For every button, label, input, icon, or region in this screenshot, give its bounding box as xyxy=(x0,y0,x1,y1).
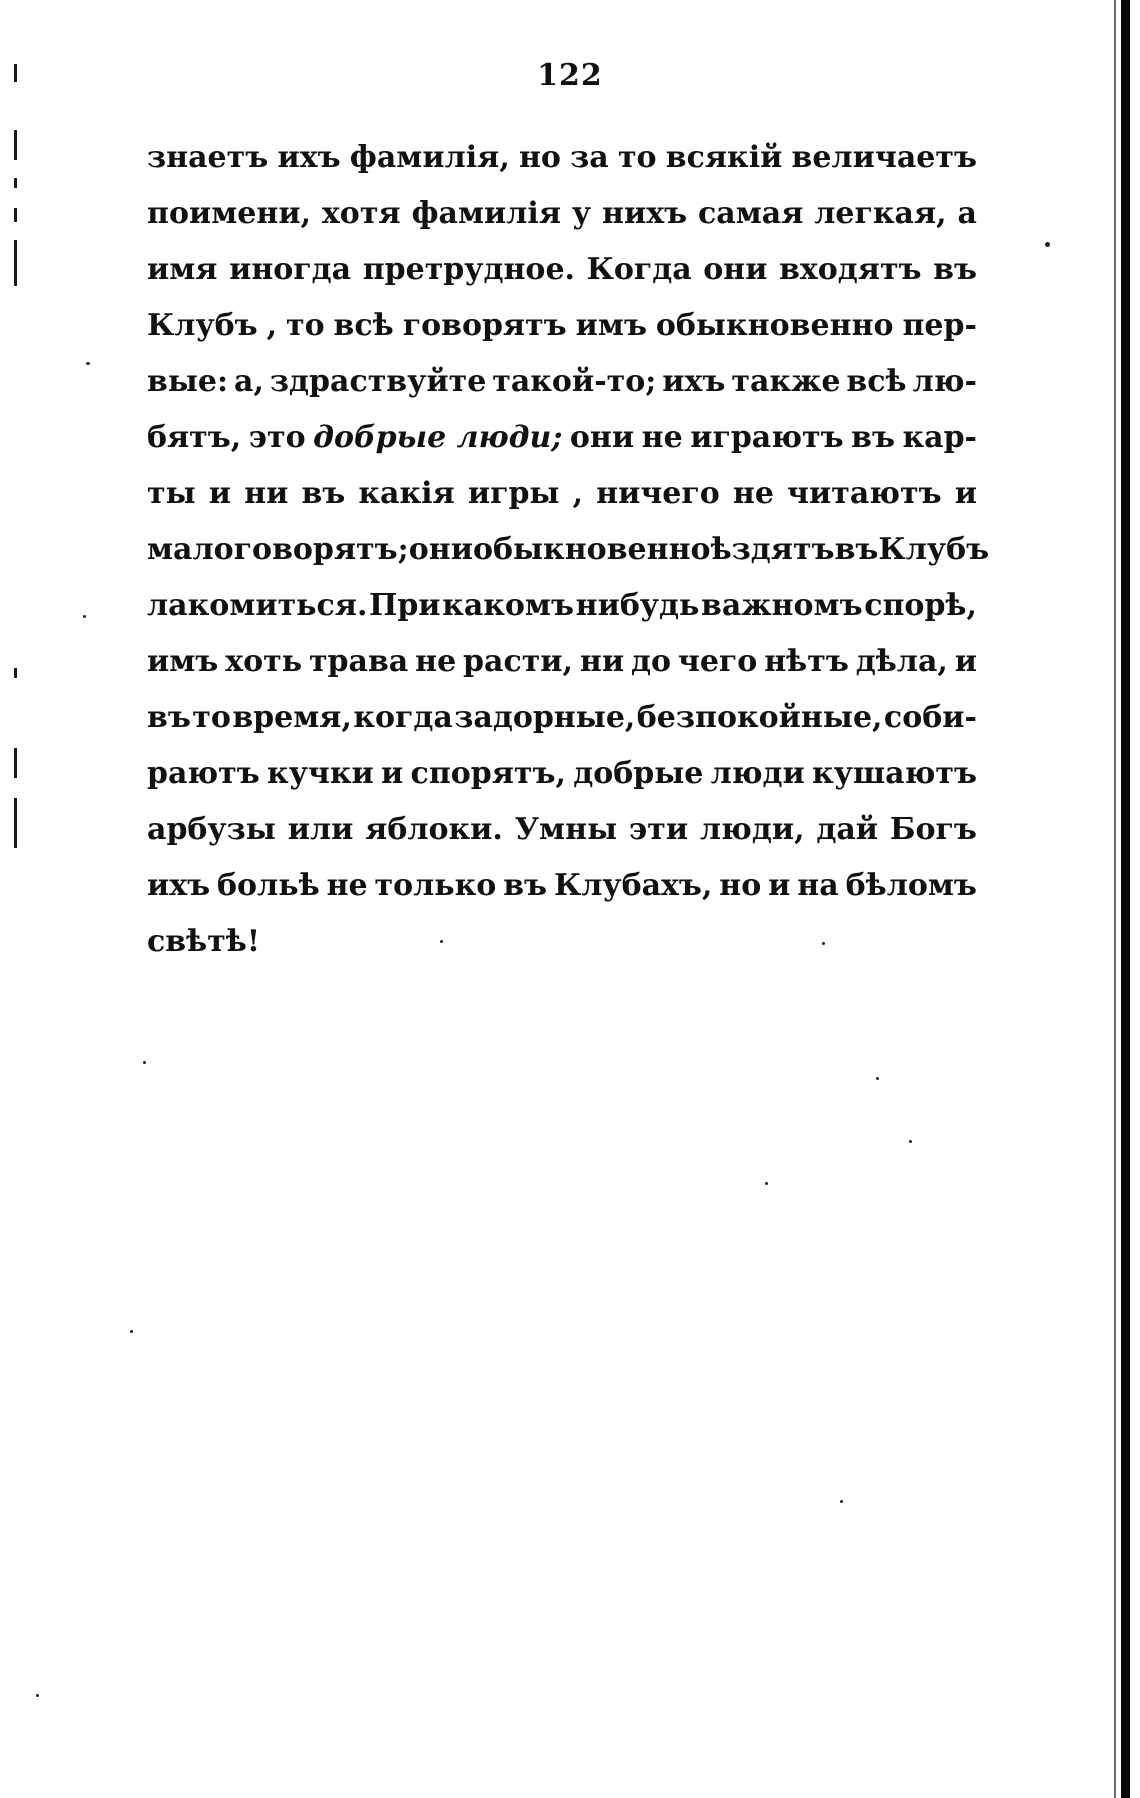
word: имъ xyxy=(147,644,219,679)
word: чего xyxy=(677,644,758,679)
word: а, xyxy=(234,364,264,399)
page-number: 122 xyxy=(537,58,603,93)
word: въ xyxy=(503,868,548,903)
text-line xyxy=(147,700,977,756)
word: Клубъ xyxy=(878,532,990,567)
word: спорѣ, xyxy=(864,588,977,623)
word: задорные, xyxy=(454,700,636,735)
scan-edge-bar xyxy=(1121,0,1130,1798)
word: иногда xyxy=(229,252,352,287)
word: поимени, xyxy=(147,196,312,231)
text-line xyxy=(147,812,977,868)
body-text xyxy=(147,140,990,980)
word: При xyxy=(369,588,441,623)
word: имъ xyxy=(575,308,647,343)
word: говорятъ; xyxy=(233,532,409,567)
word: до xyxy=(630,644,671,679)
word: въ xyxy=(851,420,895,455)
word: игры xyxy=(467,476,560,511)
word: какія xyxy=(358,476,455,511)
word: Клубахъ, xyxy=(553,868,713,903)
word: свѣтѣ! xyxy=(147,924,261,959)
word: только xyxy=(374,868,497,903)
word: арбузы xyxy=(147,812,276,847)
word: они xyxy=(408,532,473,567)
word: кушаютъ xyxy=(812,756,977,791)
word: нѣтъ xyxy=(764,644,849,679)
word: то xyxy=(286,308,325,343)
word: они xyxy=(703,252,768,287)
word: люди xyxy=(710,756,805,791)
text-line xyxy=(147,532,990,588)
word: имя xyxy=(147,252,218,287)
word: то xyxy=(192,700,231,735)
text-line xyxy=(147,924,977,980)
word: или xyxy=(287,812,354,847)
word: спорятъ, xyxy=(410,756,566,791)
word: обыкновенно xyxy=(472,532,711,567)
word: Клубъ xyxy=(147,308,258,343)
word: лакомиться. xyxy=(147,588,368,623)
text-line xyxy=(147,308,977,364)
word: и xyxy=(381,756,404,791)
word: и xyxy=(954,476,977,511)
word: фамилія xyxy=(411,196,561,231)
word: входятъ xyxy=(779,252,922,287)
text-line xyxy=(147,252,977,308)
word: дѣла, xyxy=(855,644,948,679)
word: Богъ xyxy=(889,812,977,847)
text-line xyxy=(147,196,977,252)
text-line xyxy=(147,644,977,700)
word: а xyxy=(957,196,977,231)
text-line xyxy=(147,476,977,532)
word: вые: xyxy=(147,364,229,399)
word: люди, xyxy=(699,812,805,847)
word: бѣломъ xyxy=(845,868,977,903)
word: важномъ xyxy=(700,588,863,623)
word: время, xyxy=(232,700,352,735)
word: самая xyxy=(698,196,804,231)
word: но xyxy=(719,868,762,903)
word: фамилія, xyxy=(349,140,510,175)
word: Когда xyxy=(586,252,692,287)
word: не xyxy=(732,476,774,511)
word: и xyxy=(954,644,977,679)
word: нибудь xyxy=(575,588,700,623)
text-line xyxy=(147,364,977,420)
word: также xyxy=(731,364,841,399)
word: , xyxy=(266,308,278,343)
word: хоть xyxy=(225,644,303,679)
word: какомъ xyxy=(442,588,575,623)
word: это xyxy=(248,420,306,455)
word: ты xyxy=(147,476,196,511)
word: всѣ xyxy=(846,364,907,399)
word: но xyxy=(518,140,561,175)
word: всякій xyxy=(665,140,783,175)
word: въ xyxy=(933,252,977,287)
word: трава xyxy=(308,644,409,679)
word: ѣздятъ xyxy=(710,532,835,567)
word: мало xyxy=(147,532,234,567)
word: дай xyxy=(816,812,879,847)
word: ихъ xyxy=(662,364,726,399)
word: читаютъ xyxy=(787,476,942,511)
text-line xyxy=(147,756,977,812)
word: кучки xyxy=(267,756,374,791)
word: такой-то; xyxy=(492,364,657,399)
word: и xyxy=(768,868,791,903)
word: соби- xyxy=(883,700,977,735)
word: за xyxy=(570,140,609,175)
word: когда xyxy=(353,700,453,735)
word: не xyxy=(641,420,683,455)
text-line xyxy=(147,588,977,644)
word: легкая, xyxy=(814,196,947,231)
word: лю- xyxy=(912,364,977,399)
word: ни xyxy=(579,644,625,679)
word: претрудное. xyxy=(362,252,575,287)
word: они xyxy=(569,420,635,455)
text-line xyxy=(147,420,977,476)
text-line xyxy=(147,868,977,924)
word: пер- xyxy=(902,308,977,343)
word: не xyxy=(326,868,368,903)
word: больѣ xyxy=(217,868,320,903)
word: здраствуйте xyxy=(269,364,487,399)
scan-edge-shadow xyxy=(1114,0,1116,1798)
word: и xyxy=(208,476,232,511)
word: то xyxy=(617,140,657,175)
word: знаетъ xyxy=(147,140,269,175)
word: нихъ xyxy=(602,196,688,231)
word: добрые xyxy=(573,756,704,791)
word: въ xyxy=(147,700,191,735)
word: на xyxy=(797,868,839,903)
word: у xyxy=(571,196,592,231)
text-line xyxy=(147,140,977,196)
word: расти, xyxy=(463,644,573,679)
word: играютъ xyxy=(690,420,844,455)
word: ихъ xyxy=(277,140,341,175)
word: Умны xyxy=(514,812,618,847)
word: яблоки. xyxy=(365,812,503,847)
word: хотя xyxy=(321,196,401,231)
word: не xyxy=(415,644,457,679)
word: въ xyxy=(301,476,346,511)
word: всѣ xyxy=(333,308,394,343)
word: въ xyxy=(834,532,879,567)
word: бятъ, xyxy=(147,420,242,455)
word: говорятъ xyxy=(402,308,567,343)
word: эти xyxy=(628,812,689,847)
word: кар- xyxy=(902,420,977,455)
word: ихъ xyxy=(147,868,211,903)
word: ни xyxy=(244,476,289,511)
word: величаетъ xyxy=(791,140,977,175)
word: раютъ xyxy=(147,756,260,791)
word: обыкновенно xyxy=(655,308,894,343)
italic-phrase: добрые люди; xyxy=(313,420,563,455)
word: безпокойные, xyxy=(636,700,883,735)
word: ничего xyxy=(596,476,720,511)
word: , xyxy=(572,476,584,511)
